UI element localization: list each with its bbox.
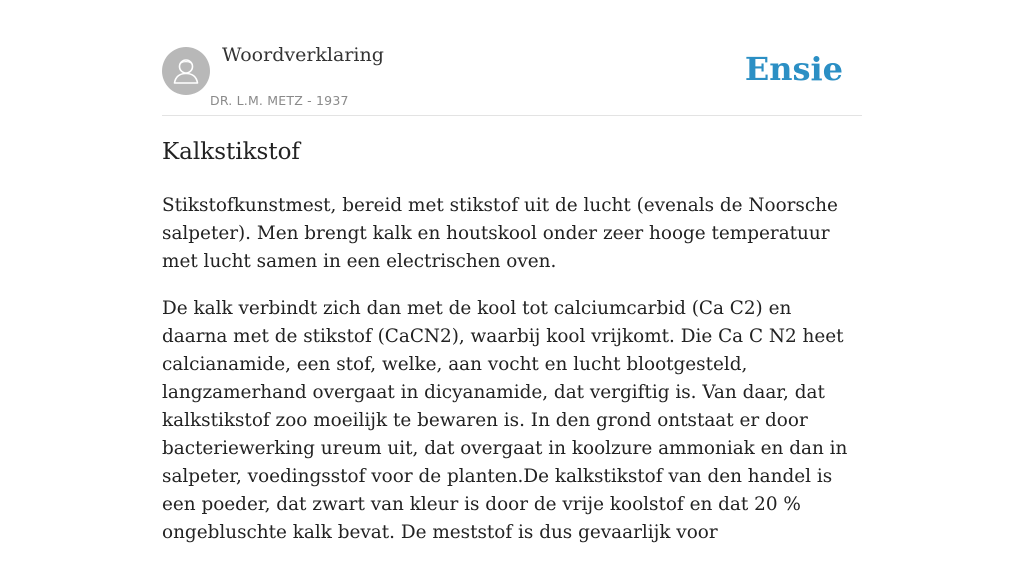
entry-paragraph: Stikstofkunstmest, bereid met stikstof uit de lucht (evenals de Noorsche salpeter). Men brengt kalk en houtskool onder zeer hooge temperatuur met lucht samen in een electrischen oven.	[162, 195, 838, 272]
source-meta: DR. L.M. METZ - 1937	[210, 93, 349, 108]
brand-logo[interactable]: Ensie	[744, 50, 843, 88]
source-header	[162, 0, 862, 116]
user-silhouette-icon	[162, 47, 210, 95]
author-name[interactable]: DR. L.M. METZ	[210, 93, 303, 108]
publication-year: 1937	[316, 93, 349, 108]
entry-title: Kalkstikstof	[162, 139, 300, 165]
source-title[interactable]: Woordverklaring	[222, 44, 384, 66]
avatar	[162, 47, 210, 95]
entry-paragraph: De kalk verbindt zich dan met de kool tot calciumcarbid (Ca C2) en daarna met de stikstof (CaCN2), waarbij kool vrijkomt. Die Ca C N2 heet calcianamide, een stof, welke, aan vocht en lucht blootgesteld, langzamerhand overgaat in dicyanamide, dat vergiftig is. Van daar, dat kalkstikstof zoo moeilijk te bewaren is. In den grond ontstaat er door bacteriewerking ureum uit, dat overgaat in koolzure ammoniak en dan in salpeter, voedingsstof voor de planten.De kalkstikstof van den handel is een poeder, dat zwart van kleur is door de vrije koolstof en dat 20 % ongebluschte kalk bevat. De meststof is dus gevaarlijk voor	[162, 298, 848, 543]
entry-body	[162, 192, 862, 566]
